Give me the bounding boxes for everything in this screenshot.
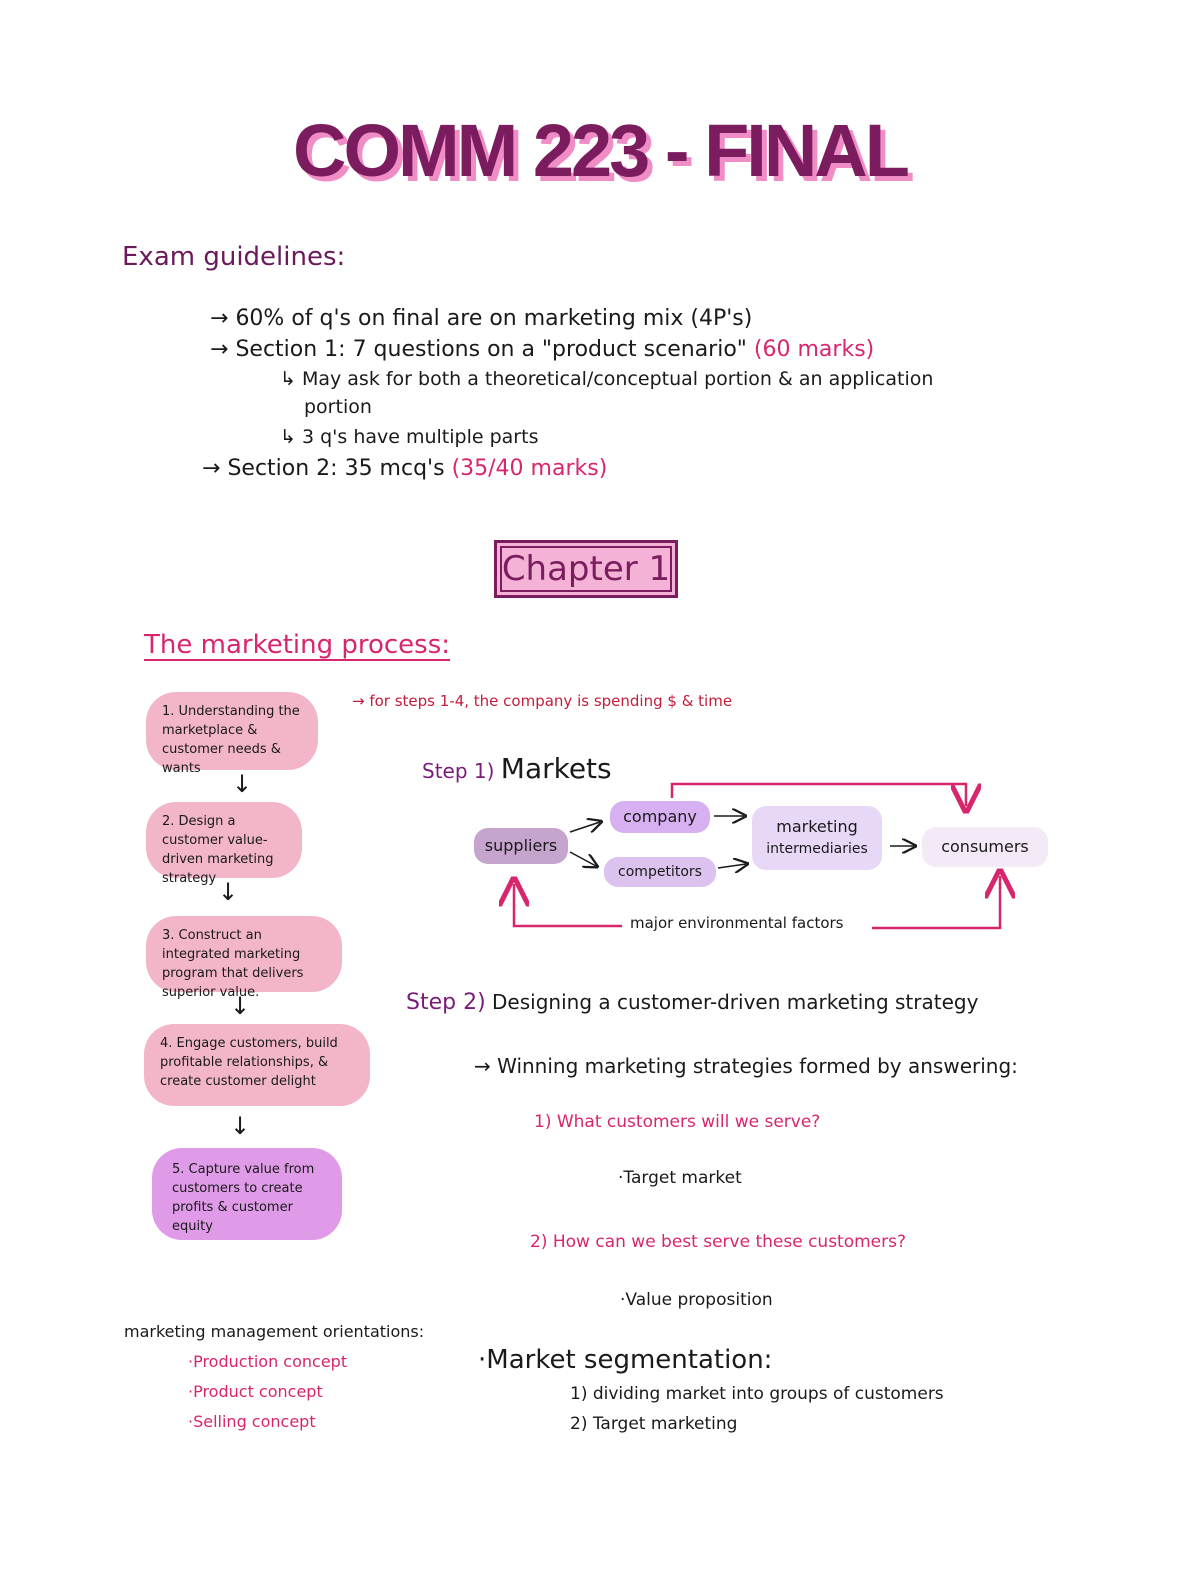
process-step-4: 4. Engage customers, build profitable relationships, & create customer delight — [144, 1024, 370, 1106]
orientation-item: ·Production concept — [188, 1352, 348, 1371]
guideline-line-4: portion — [304, 396, 372, 418]
arrow-env-suppliers — [514, 884, 622, 926]
arrow-env-consumers — [872, 876, 1000, 928]
exam-guidelines-heading: Exam guidelines: — [122, 242, 346, 272]
arrow-down-icon: ↓ — [230, 992, 251, 1020]
arrow-down-icon: ↓ — [218, 878, 239, 906]
answer-target-market: ·Target market — [618, 1168, 742, 1188]
arrow-down-icon: ↓ — [232, 770, 253, 798]
guideline-line-2: → Section 1: 7 questions on a "product scenario" (60 marks) — [210, 337, 875, 362]
chapter-heading: Chapter 1 — [494, 540, 678, 598]
arrow-company-consumers — [672, 784, 966, 806]
question-1: 1) What customers will we serve? — [534, 1112, 821, 1132]
step-2-heading: Step 2) Designing a customer-driven marketing strategy — [406, 990, 979, 1015]
process-step-1: 1. Understanding the marketplace & customer needs & wants — [146, 692, 318, 770]
process-step-5: 5. Capture value from customers to create profits & customer equity — [152, 1148, 342, 1240]
arrow-suppliers-company — [570, 822, 600, 832]
arrow-subitem-icon: ↳ — [280, 426, 302, 448]
step-2-intro: → Winning marketing strategies formed by answering: — [474, 1054, 1018, 1078]
arrow-competitors-intermediaries — [718, 864, 746, 868]
orientation-item: ·Product concept — [188, 1382, 323, 1401]
node-company: company — [610, 801, 710, 833]
arrow-suppliers-competitors — [570, 852, 596, 866]
segmentation-item: 1) dividing market into groups of customers — [570, 1384, 944, 1404]
arrow-right-icon: → — [210, 337, 236, 362]
step-1-heading: Step 1) Markets — [422, 752, 612, 785]
environmental-factors-label: major environmental factors — [630, 914, 844, 932]
market-segmentation-heading: ·Market segmentation: — [478, 1345, 773, 1375]
process-step-3: 3. Construct an integrated marketing program that delivers superior value. — [146, 916, 342, 992]
node-marketing-intermediaries: marketing intermediaries — [752, 806, 882, 870]
node-suppliers: suppliers — [474, 828, 568, 864]
guideline-line-5: ↳ 3 q's have multiple parts — [280, 426, 539, 448]
guideline-line-3: ↳ May ask for both a theoretical/conceptual portion & an application — [280, 368, 934, 390]
arrow-right-icon: → — [202, 456, 228, 481]
steps-spending-note: → for steps 1-4, the company is spending $ & time — [352, 692, 733, 710]
node-competitors: competitors — [604, 857, 716, 887]
orientations-heading: marketing management orientations: — [124, 1322, 425, 1341]
arrow-right-icon: → — [210, 306, 236, 331]
arrow-subitem-icon: ↳ — [280, 368, 302, 390]
question-2: 2) How can we best serve these customers? — [530, 1232, 907, 1252]
guideline-line-6: → Section 2: 35 mcq's (35/40 marks) — [202, 456, 608, 481]
page-title: COMM 223 - FINAL — [293, 109, 907, 192]
process-step-2: 2. Design a customer value-driven marketing strategy — [146, 802, 302, 878]
marketing-process-heading: The marketing process: — [144, 630, 451, 660]
arrow-down-icon: ↓ — [230, 1112, 251, 1140]
answer-value-proposition: ·Value proposition — [620, 1290, 773, 1310]
node-consumers: consumers — [922, 827, 1048, 867]
segmentation-item: 2) Target marketing — [570, 1414, 738, 1434]
orientation-item: ·Selling concept — [188, 1412, 316, 1431]
guideline-line-1: → 60% of q's on final are on marketing mix (4P's) — [210, 306, 753, 331]
